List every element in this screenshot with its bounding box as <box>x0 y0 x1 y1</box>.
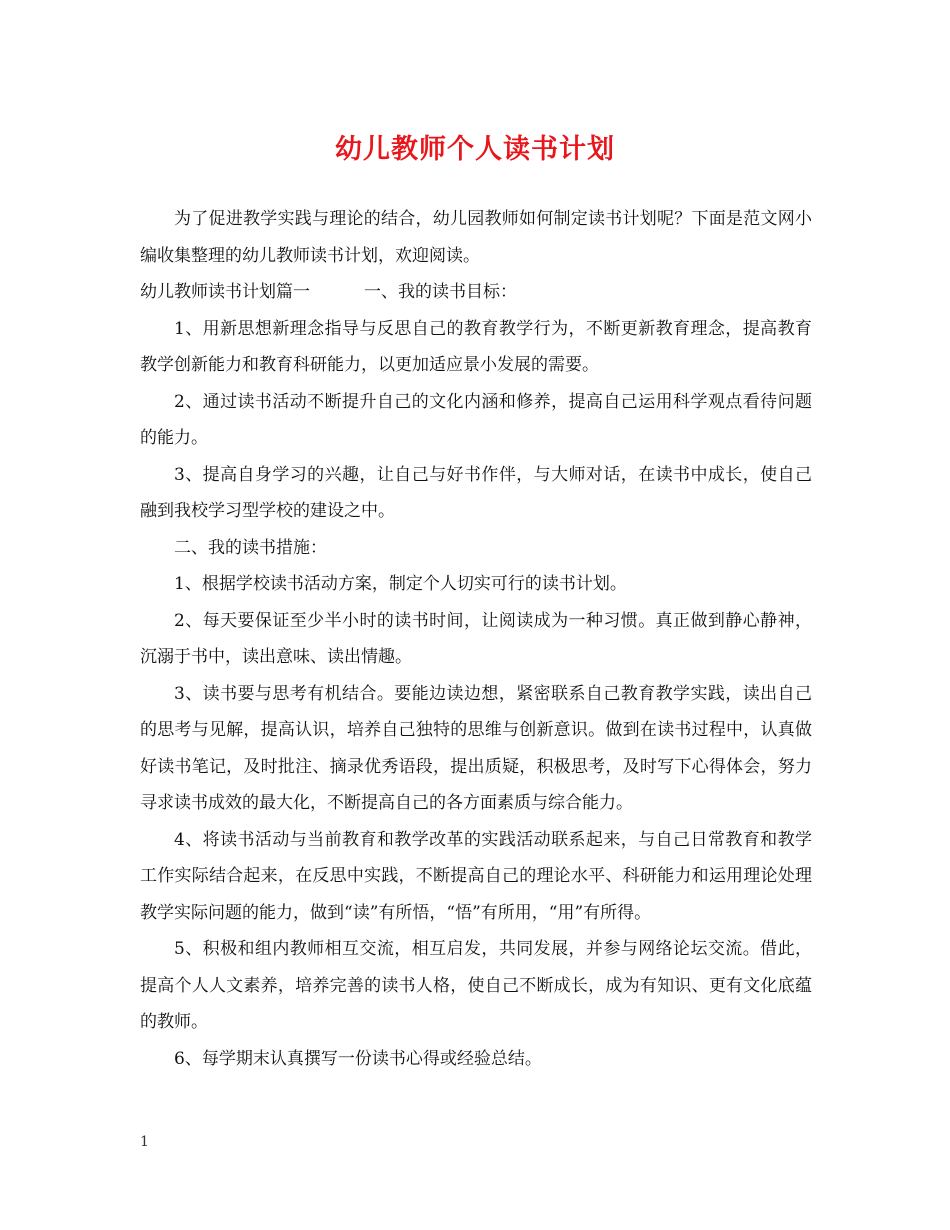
document-body <box>140 201 812 1077</box>
measure-item-1: 1、根据学校读书活动方案，制定个人切实可行的读书计划。 <box>174 574 627 594</box>
intro-paragraph: 为了促进教学实践与理论的结合，幼儿园教师如何制定读书计划呢？下面是范文网小编收集整理的幼儿教师读书计划，欢迎阅读。 <box>140 209 812 266</box>
section-heading <box>140 274 812 311</box>
measure-item-5: 5、积极和组内教师相互交流，相互启发，共同发展，并参与网络论坛交流。借此，提高个人人文素养，培养完善的读书人格，使自己不断成长，成为有知识、更有文化底蕴的教师。 <box>140 939 812 1032</box>
section-heading-label: 幼儿教师读书计划篇一 <box>140 282 310 302</box>
goal-item-1: 1、用新思想新理念指导与反思自己的教育教学行为，不断更新教育理念，提高教育教学创新能力和教育科研能力，以更加适应景小发展的需要。 <box>140 318 812 375</box>
measure-item-2: 2、每天要保证至少半小时的读书时间，让阅读成为一种习惯。真正做到静心静神，沉溺于书中，读出意味、读出情趣。 <box>140 610 812 667</box>
section-subheading: 一、我的读书目标： <box>364 282 517 302</box>
document-title: 幼儿教师个人读书计划 <box>335 134 615 165</box>
measure-item-4: 4、将读书活动与当前教育和教学改革的实践活动联系起来，与自己日常教育和教学工作实际结合起来，在反思中实践，不断提高自己的理论水平、科研能力和运用理论处理教学实际问题的能力，做到“读”有所悟，“悟”有所用，“用”有所得。 <box>140 829 812 923</box>
measure-item-6: 6、每学期末认真撰写一份读书心得或经验总结。 <box>174 1048 542 1069</box>
measure-item-3: 3、读书要与思考有机结合。要能边读边想，紧密联系自己教育教学实践，读出自己的思考与见解，提高认识，培养自己独特的思维与创新意识。做到在读书过程中，认真做好读书笔记，及时批注、摘录优秀语段，提出质疑，积极思考，及时写下心得体会，努力寻求读书成效的最大化，不断提高自己的各方面素质与综合能力。 <box>140 683 812 813</box>
page-number: 1 <box>140 1134 149 1150</box>
measures-heading: 二、我的读书措施： <box>174 537 327 558</box>
goal-item-3: 3、提高自身学习的兴趣，让自己与好书作伴，与大师对话，在读书中成长，使自己融到我校学习型学校的建设之中。 <box>140 464 812 521</box>
goal-item-2: 2、通过读书活动不断提升自己的文化内涵和修养，提高自己运用科学观点看待问题的能力。 <box>140 391 812 448</box>
